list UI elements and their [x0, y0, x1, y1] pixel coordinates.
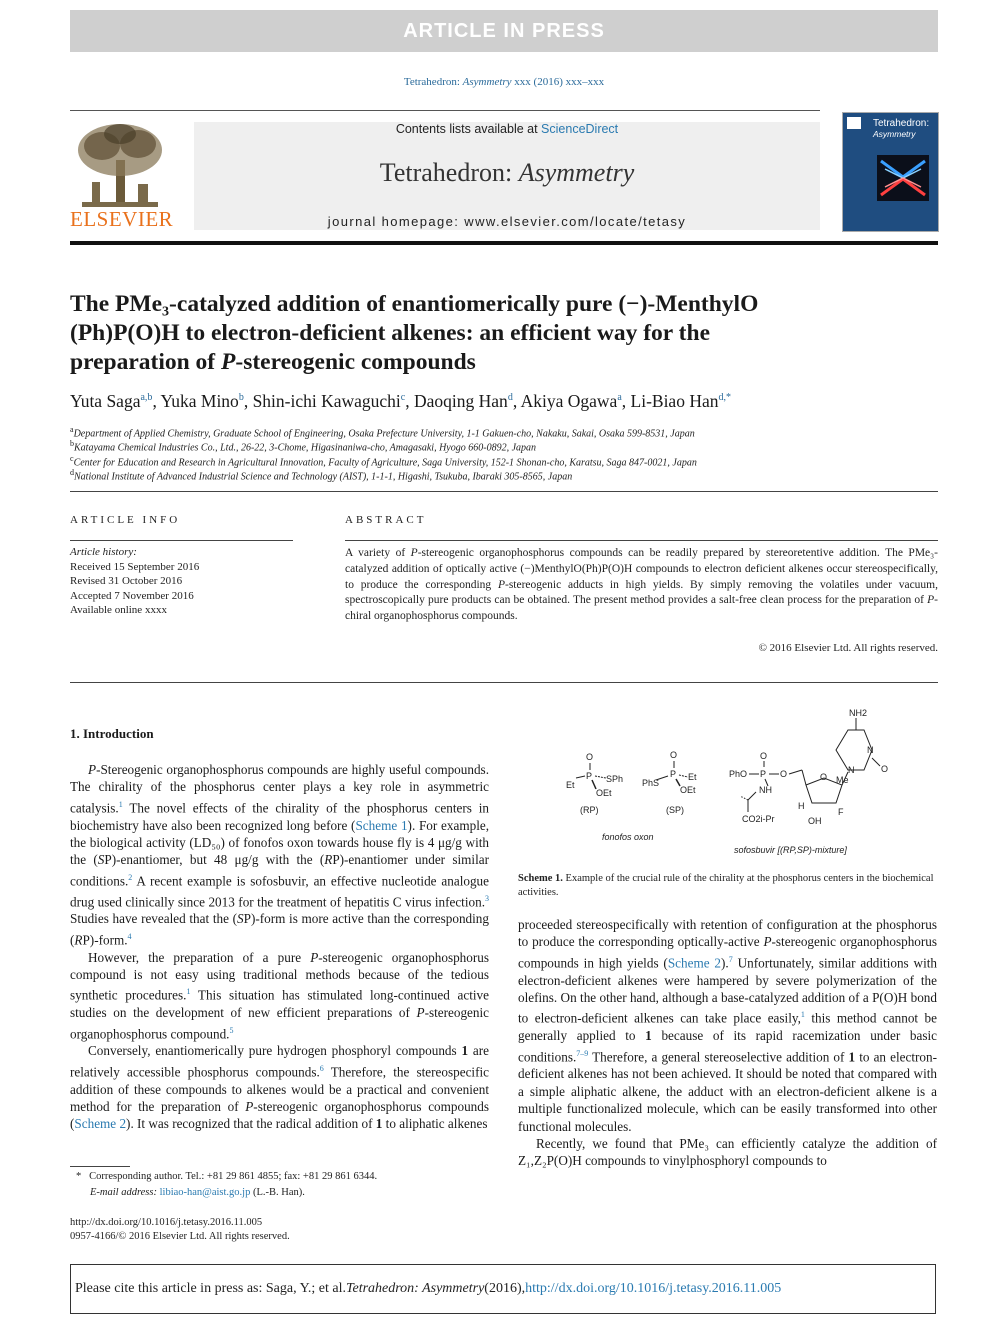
- svg-text:SPh: SPh: [606, 774, 624, 784]
- affiliation-rule: [70, 491, 938, 492]
- svg-text:NH: NH: [759, 785, 772, 795]
- right-column-body: [518, 916, 937, 1170]
- author: Yuka Mino: [160, 391, 239, 411]
- cover-logo: [847, 117, 861, 129]
- journal-masthead: [194, 122, 820, 230]
- article-history: Article history: Received 15 September 2016 Revised 31 October 2016 Accepted 7 November 2016 Available online xxxx: [70, 546, 200, 616]
- elsevier-wordmark: ELSEVIER: [70, 207, 174, 231]
- scheme-1-figure: [518, 700, 938, 865]
- citation-ref[interactable]: 5: [229, 1025, 234, 1035]
- abstract-body: A variety of P-stereogenic organophosphorus compounds can be readily prepared by stereoretentive addition. The PMe₃-catalyzed addition of optically active (−)MenthylO(Ph)P(O)H compounds to electron deficient alkenes occur stereospecifically, to produce the corresponding P-stereogenic adducts in high yields. By simply removing the volatiles under vacuum, spectroscopically pure products can be obtained. The present method provides a salt-free clean process for the preparation of P-chiral organophosphorus compounds.: [345, 547, 938, 623]
- scheme-1-caption: Scheme 1. Example of the crucial rule of the chirality at the phosphorus centers in the biochemical activities.: [518, 873, 934, 898]
- svg-text:CO2i-Pr: CO2i-Pr: [742, 814, 775, 824]
- cover-image: [877, 155, 929, 201]
- author: Shin-ichi Kawaguchi: [252, 391, 401, 411]
- svg-text:N: N: [867, 745, 874, 755]
- svg-text:O: O: [780, 769, 788, 779]
- cover-title: Tetrahedron: Asymmetry: [873, 118, 930, 139]
- paper-title: The PMe₃-catalyzed addition of enantiomerically pure (−)-MenthylO (Ph)P(O)H to electron-deficient alkenes: an efficient way for the preparation of P-stereogenic compounds: [70, 291, 759, 375]
- email-link[interactable]: libiao-han@aist.go.jp: [159, 1187, 251, 1198]
- svg-text:PhO: PhO: [729, 769, 748, 779]
- journal-homepage[interactable]: journal homepage: www.elsevier.com/locate/tetasy: [327, 214, 687, 229]
- fonofos-sp-structure: [642, 750, 697, 815]
- svg-text:O: O: [820, 772, 828, 782]
- corresponding-author-note: * Corresponding author. Tel.: +81 29 861 4855; fax: +81 29 861 6344.: [76, 1171, 378, 1182]
- svg-text:N: N: [848, 765, 855, 775]
- citation-ref[interactable]: 1: [186, 987, 191, 997]
- article-in-press-banner: ARTICLE IN PRESS: [70, 10, 938, 52]
- svg-text:O: O: [881, 764, 889, 774]
- abstract-copyright: © 2016 Elsevier Ltd. All rights reserved.: [758, 642, 938, 654]
- contents-line: Contents lists available at ScienceDirect: [395, 122, 619, 136]
- abstract-rule: [345, 540, 938, 541]
- svg-text:OEt: OEt: [680, 785, 696, 795]
- fonofos-label: fonofos oxon: [602, 832, 654, 842]
- svg-text:P: P: [670, 769, 677, 779]
- doi-link[interactable]: http://dx.doi.org/10.1016/j.tetasy.2016.11.005: [70, 1217, 263, 1228]
- svg-text:P: P: [586, 771, 593, 781]
- affiliation: $^d$National Institute of Advanced Industrial Science and Technology (AIST), 1-1-1, Higashi, Tsukuba, Ibaraki 305-8565, Japan: [70, 468, 573, 483]
- svg-text:PhS: PhS: [642, 778, 660, 788]
- svg-text:OEt: OEt: [596, 788, 612, 798]
- abstract-heading: ABSTRACT: [345, 514, 427, 526]
- journal-name: Tetrahedron: Asymmetry: [379, 158, 635, 187]
- svg-text:O: O: [670, 750, 678, 760]
- introduction-heading: 1. Introduction: [70, 726, 154, 741]
- scheme-link[interactable]: Scheme 1: [355, 817, 408, 833]
- paragraph: Conversely, enantiomerically pure hydrogen phosphoryl compounds 1 are relatively accessible phosphorus compounds.$^6$ Therefore, the stereospecific addition of these compounds to alkenes would be a practical and convenient method for the preparation of P-stereogenic organophosphorus compounds (Scheme 2). It was recognized that the radical addition of 1 to aliphatic alkenes: [70, 1043, 489, 1132]
- svg-text:O: O: [760, 751, 768, 761]
- author: Yuta Saga: [70, 391, 141, 411]
- author: Akiya Ogawa: [520, 391, 618, 411]
- svg-text:Et: Et: [688, 772, 697, 782]
- citation-ref[interactable]: 4: [127, 931, 132, 941]
- svg-text:(SP): (SP): [666, 805, 684, 815]
- journal-cover: [842, 112, 939, 232]
- citation-ref[interactable]: 1: [800, 1010, 805, 1020]
- paragraph: proceeded stereospecifically with retention of configuration at the phosphorus to produce the corresponding optically-active P-stereogenic organophosphorus compounds in high yields (Scheme 2).$^7$ Unfortunately, similar additions with electron-deficient alkenes were hampered by severe polymerization of the olefins. On the other hand, although a base-catalyzed addition of a P(O)H bond to electron-deficient alkenes can take place easily,$^1$ this method cannot be generally applied to 1 because of its rapid racemization under basic conditions.$^{7-9}$ Therefore, a general stereoselective addition of 1 to an electron-deficient alkenes has not been achieved. It should be noted that compared with a simple aliphatic alkene, the adduct with an electron-deficient alkene is a multiple functionalized molecule, which can be easily transformed into other functional molecules.: [518, 917, 937, 1134]
- sciencedirect-link[interactable]: ScienceDirect: [541, 122, 619, 136]
- fonofos-rp-structure: [566, 752, 623, 815]
- sofosbuvir-structure: [729, 708, 888, 826]
- citation-ref[interactable]: 6: [319, 1063, 324, 1073]
- article-info-heading: ARTICLE INFO: [70, 514, 181, 526]
- svg-text:(RP): (RP): [580, 805, 599, 815]
- sofosbuvir-label: sofosbuvir [(RP,SP)-mixture]: [734, 845, 847, 855]
- abstract-bottom-rule: [70, 682, 938, 683]
- author: Li-Biao Han: [630, 391, 719, 411]
- citation-ref[interactable]: 1: [118, 799, 123, 809]
- svg-text:O: O: [586, 752, 594, 762]
- svg-text:NH2: NH2: [849, 708, 868, 718]
- scheme-link[interactable]: Scheme 2: [667, 955, 722, 971]
- issn-line: 0957-4166/© 2016 Elsevier Ltd. All rights reserved.: [70, 1231, 290, 1242]
- affiliation: $^a$Department of Applied Chemistry, Graduate School of Engineering, Osaka Prefecture University, 1-1 Gakuen-cho, Nakaku, Sakai, Osaka 599-8531, Japan: [70, 425, 695, 440]
- elsevier-logo: [70, 120, 174, 232]
- citation-ref[interactable]: 7–9: [576, 1048, 589, 1058]
- author-list: Yuta Saga$^{a,b}$, Yuka Mino$^b$, Shin-ichi Kawaguchi$^c$, Daoqing Han$^d$, Akiya Ogawa$^a$, Li-Biao Han$^{d,*}$: [70, 391, 731, 411]
- svg-text:Et: Et: [566, 780, 575, 790]
- scheme-link[interactable]: Scheme 2: [74, 1116, 127, 1132]
- email-note: E-mail address: libiao-han@aist.go.jp (L.-B. Han).: [90, 1187, 305, 1198]
- header-rule: [70, 110, 820, 111]
- footnote-rule: [70, 1166, 130, 1167]
- affiliation: $^b$Katayama Chemical Industries Co., Ltd., 26-22, 3-Chome, Higasinaniwa-cho, Amagasaki, Hyogo 660-0892, Japan: [70, 439, 537, 454]
- svg-text:F: F: [838, 807, 844, 817]
- svg-text:P: P: [760, 769, 767, 779]
- citation-ref[interactable]: 3: [485, 893, 489, 903]
- elsevier-tree-icon: [70, 120, 170, 212]
- article-info-rule: [70, 540, 293, 541]
- masthead-rule: [70, 241, 938, 245]
- introduction-body: [70, 761, 489, 1133]
- svg-text:Me: Me: [836, 775, 849, 785]
- author: Daoqing Han: [414, 391, 508, 411]
- paragraph: P-Stereogenic organophosphorus compounds are highly useful compounds. The chirality of the phosphorus center plays a key role in asymmetric catalysis.$^1$ The novel effects of the chirality of the phosphorus centers in biochemistry have also been recognized long before (Scheme 1). For example, the biological activity (LD₅₀) of fonofos oxon towards house fly is 4 μg/g with the (SP)-enantiomer, but 48 μg/g with the (RP)-enantiomer under similar conditions.$^2$ A recent example is sofosbuvir, an effective nucleotide analogue drug used clinically since 2013 for the treatment of hepatitis C virus infection.$^3$ Studies have revealed that the (SP)-form is more active than the corresponding (RP)-form.$^4$: [70, 762, 490, 948]
- journal-citation-line: Tetrahedron: Asymmetry xxx (2016) xxx–xxx: [403, 76, 605, 88]
- paragraph: Recently, we found that PMe₃ can efficiently catalyze the addition of Z₁,Z₂P(O)H compounds to vinylphosphoryl compounds to: [518, 1136, 937, 1169]
- citation-ref[interactable]: 7: [728, 954, 733, 964]
- paragraph: However, the preparation of a pure P-stereogenic organophosphorus compound is not easy using traditional methods because of the tedious synthetic procedures.$^1$ This situation has stimulated long-continued active studies on the development of new efficient preparations of P-stereogenic organophosphorus compound.$^5$: [70, 949, 490, 1042]
- affiliation: $^c$Center for Education and Research in Agricultural Innovation, Faculty of Agriculture, Saga University, 152-1 Shonan-cho, Karatsu, Saga 847-0021, Japan: [70, 454, 697, 469]
- svg-text:OH: OH: [808, 816, 822, 826]
- citation-doi-link[interactable]: http://dx.doi.org/10.1016/j.tetasy.2016.11.005: [525, 1281, 782, 1296]
- citation-ref[interactable]: 2: [128, 872, 133, 882]
- citation-box: Please cite this article in press as: Saga, Y.; et al. Tetrahedron: Asymmetry (2016), http://dx.doi.org/10.1016/j.tetasy.2016.11.005: [70, 1264, 936, 1314]
- svg-text:H: H: [798, 801, 805, 811]
